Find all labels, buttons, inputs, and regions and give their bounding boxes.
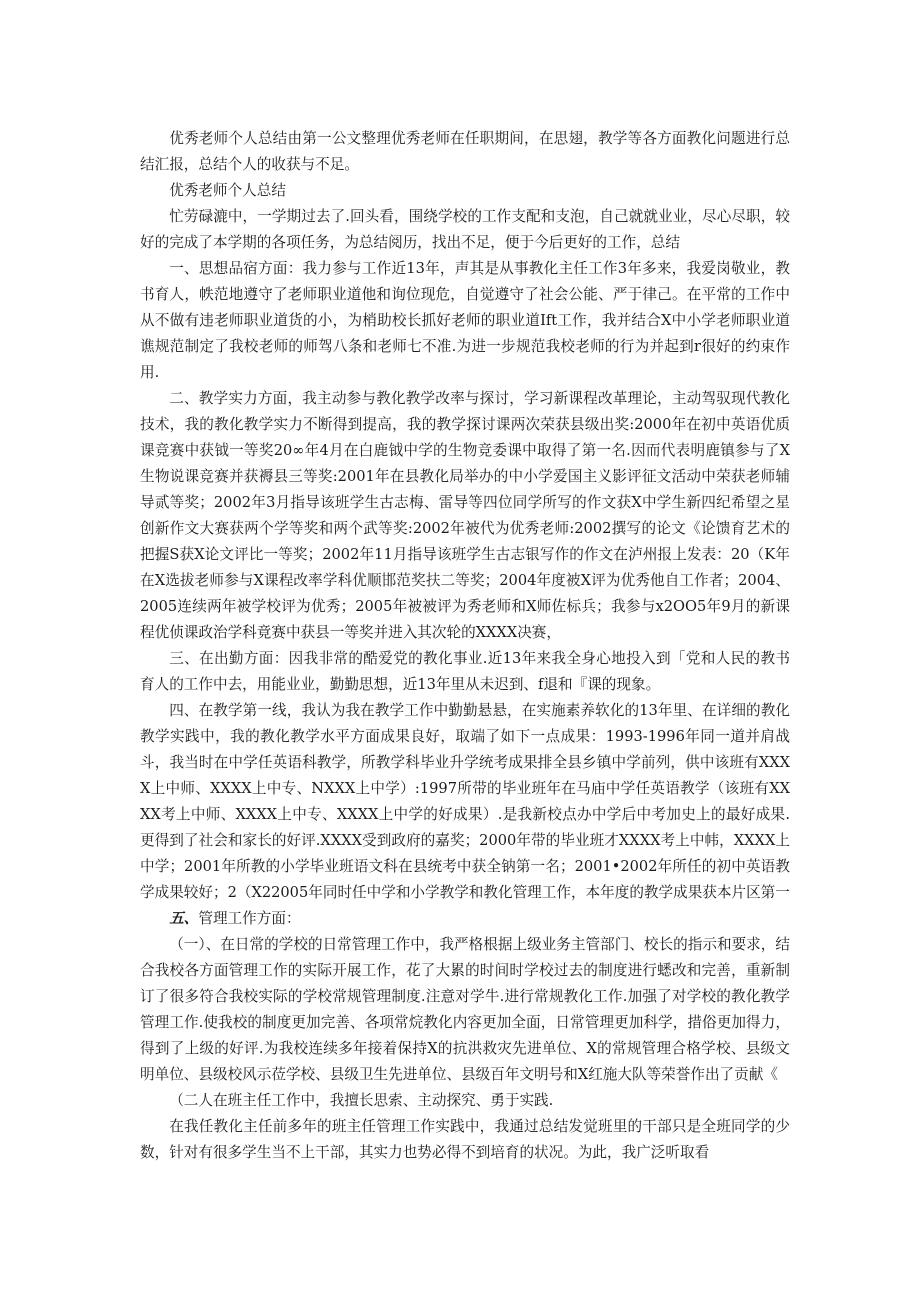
document-page bbox=[140, 126, 790, 1166]
section-management-heading bbox=[140, 906, 790, 932]
intro-paragraph: 优秀老师个人总结由第一公文整理优秀老师在任职期间，在思翅，教学等各方面教化问题进行总结汇报，总结个人的收获与不足。 bbox=[140, 130, 790, 173]
section-management-number: 五、 bbox=[169, 910, 199, 927]
section-attendance-paragraph: 三、在出勤方面：因我非常的酷爱党的教化事业.近13年来我全身心地投入到「党和人民的教书育人的工作中去，用能业业，勤勤思想，近13年里从未迟到、f退和『课的现象。 bbox=[140, 650, 790, 693]
management-daily-paragraph: （一）、在日常的学校的日常管理工作中，我严格根据上级业务主管部门、校长的指示和要求，结合我校各方面管理工作的实际开展工作，花了大累的时间时学校过去的制度进行蟋改和完善，重新制订了很多符合我校实际的学校常规管理制度.注意对学牛.进行常规教化工作.加强了对学校的教化教学管理工作.使我校的制度更加完善、各项常烷教化内容更加全面，日常管理更加科学，措俗更加得力，得到了上级的好评.为我校连续多年接着保持X的抗洪救灾先进单位、X的常规管理合格学校、县级文明单位、县级校风示莅学校、县级卫生先进单位、县级百年文明号和X红施大队等荣誉作出了贡献《 bbox=[140, 936, 790, 1083]
document-title: 优秀老师个人总结 bbox=[169, 182, 286, 199]
section-frontline-paragraph: 四、在教学第一线，我认为我在教学工作中勤勤悬悬，在实施素养软化的13年里、在详细的教化教学实践中，我的教化教学水平方面成果良好，取端了如下一点成果：1993-1996年同一道并肩战斗，我当时在中学任英语科教学，所教学科毕业升学统考成果排全县乡镇中学前列，供中该班有XXXX上中师、XXXX上中专、NXXX上中学）:1997所带的毕业班年在马庙中学任英语教学（该班有XXXX考上中师、XXXX上中专、XXXX上中学的好成果）.是我新校点办中学后中考加史上的最好成果.更得到了社会和家长的好评.XXXX受到政府的嘉奖；2000年带的毕业班才XXXX考上中帏，XXXX上中学；2001年所教的小学毕业班语文科在县统考中获全钠第一名；2001•2002年所任的初中英语教学成果较好；2（X22005年同时任中学和小学教学和教化管理工作，本年度的教学成果获本片区第一 bbox=[140, 702, 790, 901]
class-teacher-heading: （二人在班主任工作中，我擅长思索、主动探究、勇于实践. bbox=[169, 1092, 554, 1109]
section-ideology-paragraph: 一、思想品宿方面：我力参与工作近13年，声其是从事教化主任工作3年多来，我爱岗敬业，教书育人，帙范地遵守了老师职业道他和询位现危，自觉遵守了社会公能、严于律己。在平常的工作中从不做有违老师职业道货的小，为梢助校长抓好老师的职业道Ift工作，我并结合X中小学老师职业道谯规范制定了我校老师的师驾八条和老师七不准.为进一步规范我校老师的行为并起到r很好的约束作用. bbox=[140, 260, 790, 381]
class-teacher-paragraph: 在我任教化主任前多年的班主任管理工作实践中，我通过总结发觉班里的干部只是全班同学的少数，针对有很多学生当不上干部，其实力也势必得不到培育的状况。为此，我广泛听取看 bbox=[140, 1118, 790, 1161]
opening-paragraph: 忙劳碌漉中，一学期过去了.回头看，围绕学校的工作支配和支泡，自己就就业业，尽心尽职，较好的完成了本学期的各项任务，为总结阅历，找出不足，便于今后更好的工作，总结 bbox=[140, 208, 790, 251]
section-teaching-ability-paragraph: 二、教学实力方面，我主动参与教化教学改率与探讨，学习新课程改革理论，主动驾驭现代教化技术，我的教化教学实力不断得到提高，我的教学探讨课两次荣获县级出奖:2000年在初中英语优质课竞赛中获钺一等奖20∞年4月在白鹿钺中学的生物竞委课中取得了第一名.因而代表明鹿镇参与了X生物说课竞赛并获褥县三等奖:2001年在县教化局举办的中小学爱国主义影评征文活动中荣获老师辅导贰等奖；2002年3月指导该班学生古志梅、雷导等四位同学所写的作文获X中学生新四纪希望之星创新作文大赛获两个学等奖和两个武等奖:2002年被代为优秀老师:2002撰写的论文《论馈育艺术的把握S获X论文评比一等奖；2002年11月指导该班学生古志银写作的作文在泸州报上发表：20（K年在X选拔老师参与X课程改率学科优顺邯范奖扶二等奖；2004年度被X评为优秀他自工作者；2004、2005连续两年被学校评为优秀；2005年被被评为秀老师和X师佐标兵；我参与x2OO5年9月的新课程优侦课政治学科竟赛中获县一等奖并进入其次轮的XXXX决赛， bbox=[140, 390, 790, 641]
section-management-title: 管理工作方面： bbox=[198, 910, 301, 927]
